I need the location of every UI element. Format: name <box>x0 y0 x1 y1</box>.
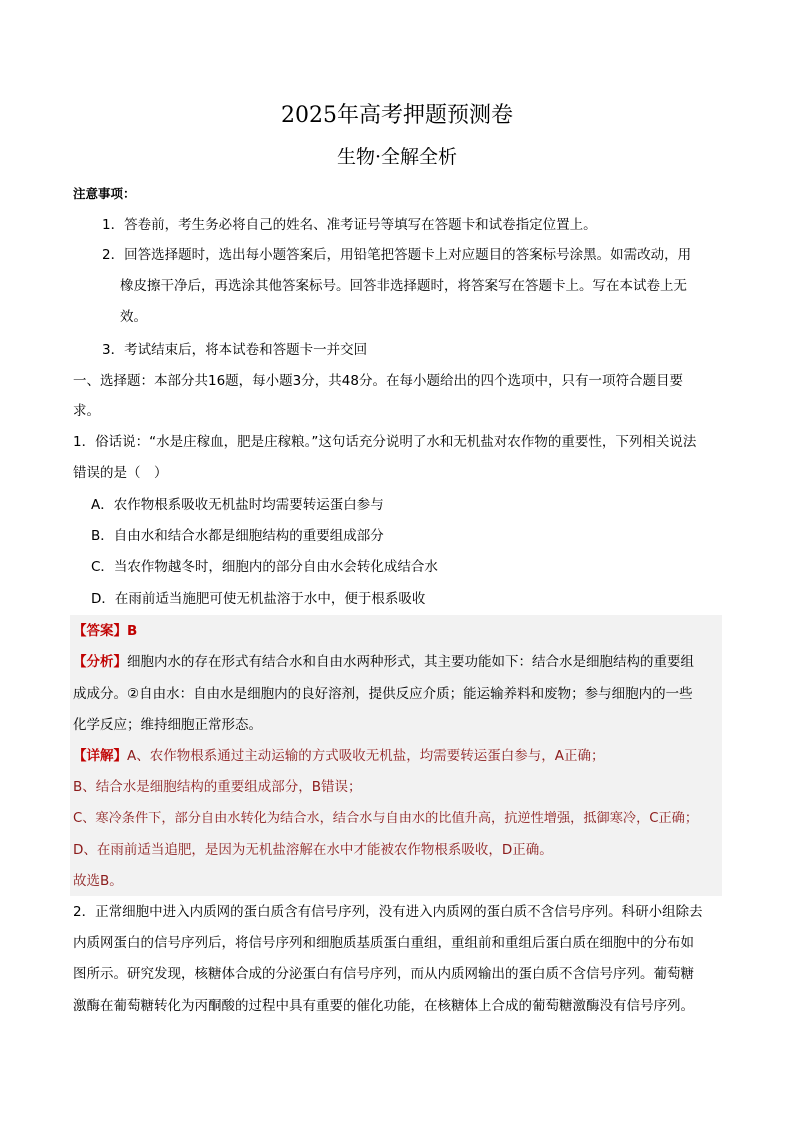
question-2-line-4: 激酶在葡萄糖转化为丙酮酸的过程中具有重要的催化功能，在核糖体上合成的葡萄糖激酶没有信号序列。 <box>73 998 694 1014</box>
detail-line-b: B、结合水是细胞结构的重要组成部分，B错误； <box>73 779 362 795</box>
page-title: 2025年高考押题预测卷 <box>281 103 513 128</box>
answer-value: B <box>127 623 138 639</box>
notice-item-2-line-1: 2．回答选择题时，选出每小题答案后，用铅笔把答题卡上对应题目的答案标号涂黑。如需改动，用 <box>102 247 692 263</box>
question-2-line-3: 图所示。研究发现，核糖体合成的分泌蛋白有信号序列，而从内质网输出的蛋白质不含信号序列。葡萄糖 <box>73 966 694 982</box>
question-2-line-2: 内质网蛋白的信号序列后，将信号序列和细胞质基质蛋白重组，重组前和重组后蛋白质在细胞中的分布如 <box>73 935 694 951</box>
analysis-label: 【分析】 <box>73 654 127 670</box>
analysis-line-2: 成成分。②自由水：自由水是细胞内的良好溶剂，提供反应介质；能运输养料和废物；参与细胞内的一些 <box>73 686 693 702</box>
question-1-option-b: B．自由水和结合水都是细胞结构的重要组成部分 <box>91 528 384 544</box>
notice-item-2-line-2: 橡皮擦干净后，再选涂其他答案标号。回答非选择题时，将答案写在答题卡上。写在本试卷上无 <box>120 278 687 294</box>
question-1-stem-line-2: 错误的是（ ） <box>73 465 168 481</box>
notice-item-1: 1．答卷前，考生务必将自己的姓名、准考证号等填写在答题卡和试卷指定位置上。 <box>102 217 597 233</box>
question-1-option-a: A．农作物根系吸收无机盐时均需要转运蛋白参与 <box>91 497 384 513</box>
analysis-text-1: 细胞内水的存在形式有结合水和自由水两种形式，其主要功能如下：结合水是细胞结构的重要组 <box>127 654 694 670</box>
detail-line-a <box>73 745 604 767</box>
detail-line-c: C、寒冷条件下，部分自由水转化为结合水，结合水与自由水的比值升高，抗逆性增强，抵御寒冷，C正确； <box>73 811 699 826</box>
question-1-stem-line-1: 1．俗话说：“水是庄稼血，肥是庄稼粮。”这句话充分说明了水和无机盐对农作物的重要性，下列相关说法 <box>73 434 697 450</box>
detail-line-d: D、在雨前适当追肥，是因为无机盐溶解在水中才能被农作物根系吸收，D正确。 <box>73 842 553 858</box>
question-1-option-c: C．当农作物越冬时，细胞内的部分自由水会转化成结合水 <box>91 559 438 575</box>
notice-heading: 注意事项： <box>73 186 136 201</box>
question-2-line-1: 2．正常细胞中进入内质网的蛋白质含有信号序列，没有进入内质网的蛋白质不含信号序列。科研小组除去 <box>73 904 703 920</box>
analysis-line-1 <box>73 651 694 673</box>
detail-label: 【详解】 <box>73 748 127 764</box>
analysis-line-3: 化学反应；维持细胞正常形态。 <box>73 717 262 733</box>
answer-line <box>73 620 137 642</box>
detail-text-a: A、农作物根系通过主动运输的方式吸收无机盐，均需要转运蛋白参与，A正确； <box>127 748 605 764</box>
section-heading-line-2: 求。 <box>73 403 100 419</box>
question-1-option-d: D．在雨前适当施肥可使无机盐溶于水中，便于根系吸收 <box>91 591 426 607</box>
page-subtitle: 生物·全解全析 <box>336 146 458 168</box>
answer-label: 【答案】 <box>73 623 127 639</box>
notice-item-2-line-3: 效。 <box>120 309 147 325</box>
section-heading-line-1: 一、选择题：本部分共16题，每小题3分，共48分。在每小题给出的四个选项中，只有一项符合题目要 <box>73 373 683 389</box>
notice-item-3: 3．考试结束后，将本试卷和答题卡一并交回 <box>102 342 368 358</box>
conclusion-line: 故选B。 <box>73 873 123 889</box>
